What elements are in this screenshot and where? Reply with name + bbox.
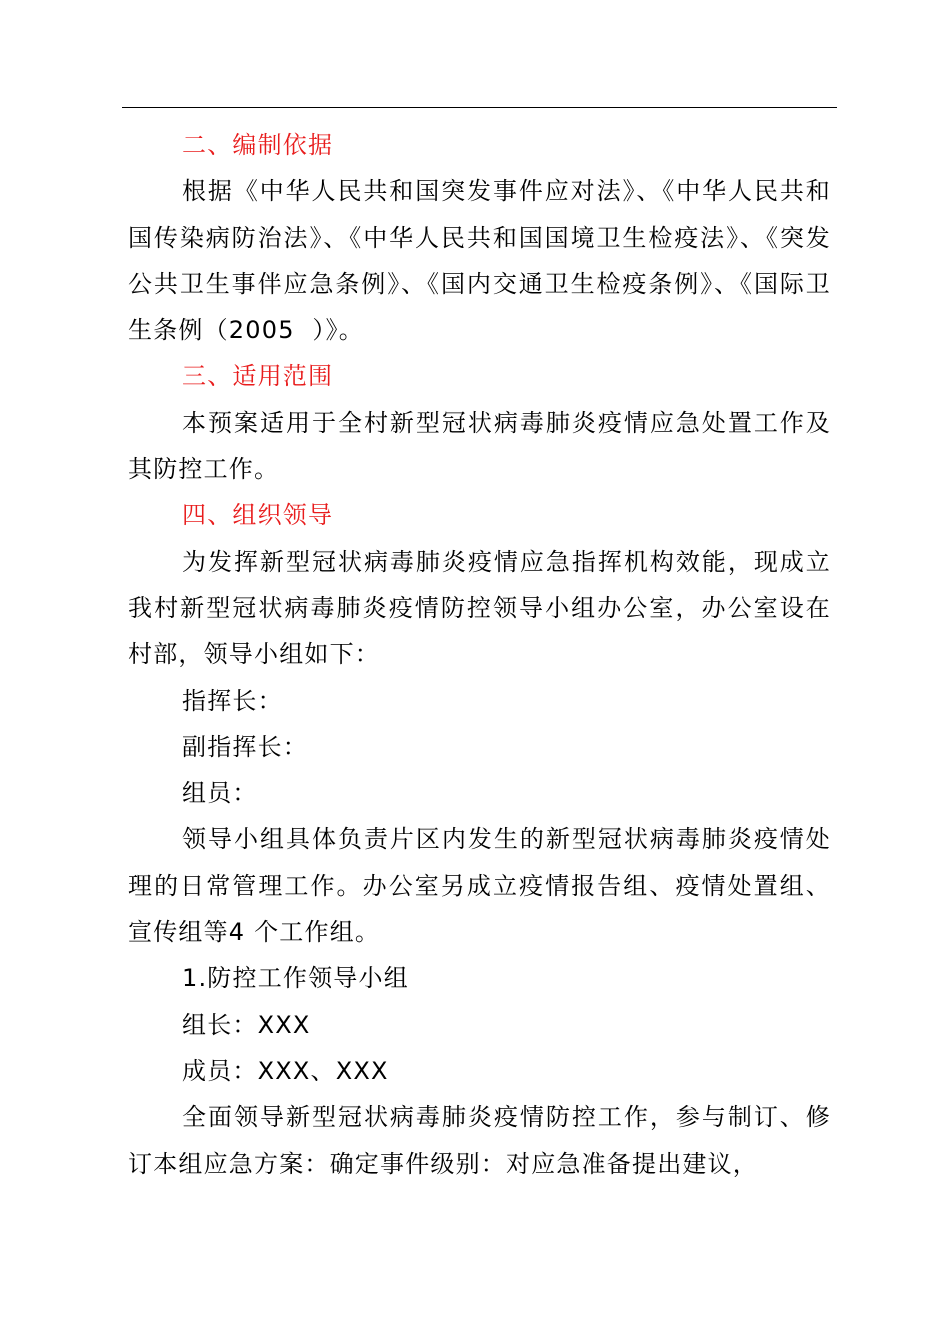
document-body bbox=[128, 122, 831, 1187]
paragraph-basis: 根据《中华人民共和国突发事件应对法》、《中华人民共和国传染病防治法》、《中华人民共和国国境卫生检疫法》、《突发公共卫生事伴应急条例》、《国内交通卫生检疫条例》、《国际卫生条例（2005 ）》。 bbox=[128, 177, 831, 345]
paragraph-deputy-commander: 副指挥长： bbox=[182, 732, 308, 761]
paragraph-leadership-duties: 领导小组具体负责片区内发生的新型冠状病毒肺炎疫情处理的日常管理工作。办公室另成立疫情报告组、疫情处置组、宣传组等4 个工作组。 bbox=[128, 825, 831, 947]
paragraph-group-title: 1.防控工作领导小组 bbox=[182, 964, 409, 993]
paragraph-members: 组员： bbox=[182, 779, 258, 808]
header-rule bbox=[122, 107, 837, 108]
paragraph-group-members: 成员：XXX、XXX bbox=[182, 1056, 389, 1085]
paragraph-group-duties: 全面领导新型冠状病毒肺炎疫情防控工作，参与制订、修订本组应急方案：确定事件级别：对应急准备提出建议， bbox=[128, 1103, 831, 1178]
paragraph-organization: 为发挥新型冠状病毒肺炎疫情应急指挥机构效能，现成立我村新型冠状病毒肺炎疫情防控领导小组办公室，办公室设在村部，领导小组如下： bbox=[128, 547, 831, 669]
paragraph-commander: 指挥长： bbox=[182, 686, 283, 715]
section-heading-scope: 三、适用范围 bbox=[182, 362, 334, 391]
section-heading-basis: 二、编制依据 bbox=[182, 131, 334, 159]
paragraph-group-leader: 组长：XXX bbox=[182, 1010, 311, 1039]
section-heading-organization: 四、组织领导 bbox=[182, 501, 334, 530]
paragraph-scope: 本预案适用于全村新型冠状病毒肺炎疫情应急处置工作及其防控工作。 bbox=[128, 408, 831, 484]
